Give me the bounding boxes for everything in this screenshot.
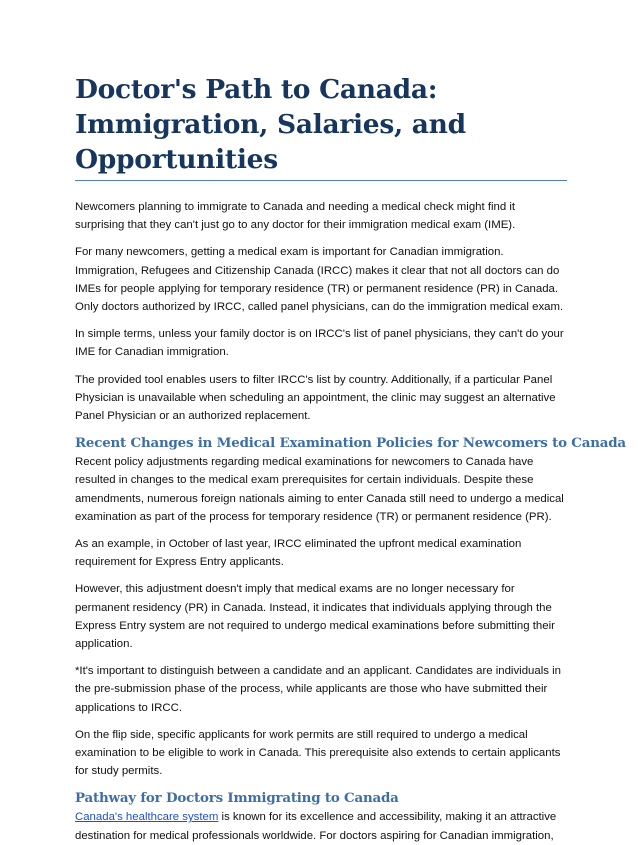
policy-paragraph-1: Recent policy adjustments regarding medical examinations for newcomers to Canada have resulted in changes to the medical exam prerequisites for certain individuals. Despite these amendments, numerous foreign nationals aiming to enter Canada still need to undergo a medical examination as part of the process for temporary residence (TR) or permanent residence (PR). bbox=[75, 456, 564, 523]
intro-paragraph-1: Newcomers planning to immigrate to Canada and needing a medical check might find it surprising that they can't just go to any doctor for their immigration medical exam (IME). bbox=[75, 201, 516, 232]
section-heading-pathway: Pathway for Doctors Immigrating to Canada bbox=[75, 790, 399, 807]
section-heading-policy-changes: Recent Changes in Medical Examination Policies for Newcomers to Canada bbox=[75, 435, 626, 452]
policy-paragraph-3: However, this adjustment doesn't imply that medical exams are no longer necessary for permanent residency (PR) in Canada. Instead, it indicates that individuals applying through the Express Entry system are not required to undergo medical examinations before submitting their application. bbox=[75, 583, 555, 651]
healthcare-system-link[interactable]: Canada's healthcare system bbox=[75, 811, 219, 824]
page-title: Doctor's Path to Canada: Immigration, Salaries, and Opportunities bbox=[75, 72, 567, 181]
intro-paragraph-2: For many newcomers, getting a medical exam is important for Canadian immigration. Immigration, Refugees and Citizenship Canada (IRCC) makes it clear that not all doctors can do IMEs for people applying for temporary residence (TR) or permanent residence (PR) in Canada. Only doctors authorized by IRCC, called panel physicians, can do the immigration medical exam. bbox=[75, 246, 564, 314]
intro-paragraph-3: In simple terms, unless your family doctor is on IRCC's list of panel physicians, they can't do your IME for Canadian immigration. bbox=[75, 328, 564, 359]
pathway-paragraph-text: is known for its excellence and accessibility, making it an attractive destination for medical professionals worldwide. For doctors aspiring for Canadian immigration, bbox=[75, 811, 557, 842]
document-content bbox=[75, 72, 626, 845]
policy-paragraph-2: As an example, in October of last year, IRCC eliminated the upfront medical examination requirement for Express Entry applicants. bbox=[75, 538, 522, 569]
policy-paragraph-4: *It's important to distinguish between a candidate and an applicant. Candidates are individuals in the pre-submission phase of the process, while applicants are those who have submitted their applications to IRCC. bbox=[75, 665, 561, 714]
policy-paragraph-5: On the flip side, specific applicants for work permits are still required to undergo a medical examination to be eligible to work in Canada. This prerequisite also extends to certain applicants for study permits. bbox=[75, 728, 561, 778]
intro-paragraph-4: The provided tool enables users to filter IRCC's list by country. Additionally, if a particular Panel Physician is unavailable when scheduling an appointment, the clinic may suggest an alternative Panel Physician or an authorized replacement. bbox=[75, 373, 556, 423]
pathway-paragraph-1 bbox=[75, 808, 567, 844]
